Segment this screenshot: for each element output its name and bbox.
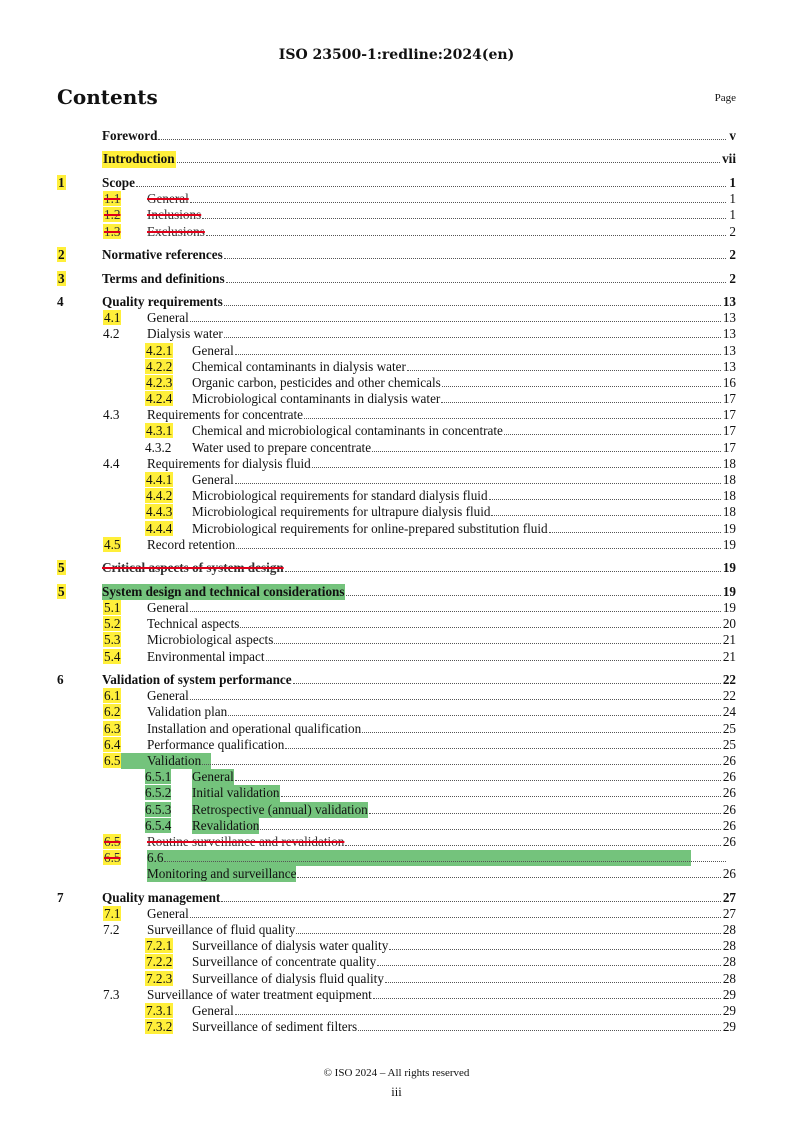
toc-entry-number: 4 — [57, 293, 64, 309]
toc-entry-number: 5 — [58, 583, 65, 599]
toc-entry-title: Installation and operational qualification — [147, 720, 362, 736]
dot-leader — [372, 440, 721, 452]
toc-entry-page: 29 — [722, 986, 736, 1002]
dot-leader — [235, 472, 721, 484]
toc-entry-page: vii — [722, 151, 736, 167]
dot-leader — [362, 721, 721, 733]
toc-entry-page: 21 — [722, 632, 736, 648]
toc-entry-title: Validation plan — [147, 704, 228, 720]
dot-leader — [164, 850, 726, 862]
toc-entry-title: Surveillance of water treatment equipment — [147, 986, 372, 1002]
dot-leader — [190, 310, 721, 322]
dot-leader — [281, 785, 721, 797]
toc-entry-title: General — [147, 688, 189, 704]
toc-entry-page: 27 — [722, 905, 736, 921]
toc-entry-number: 6.5.4 — [145, 817, 172, 833]
dot-leader — [293, 672, 721, 684]
toc-entry[interactable] — [57, 391, 736, 407]
dot-leader — [489, 488, 721, 500]
toc-entry-title: Quality requirements — [102, 293, 223, 309]
toc-entry-number: 7.2.3 — [146, 970, 173, 986]
toc-entry[interactable] — [57, 688, 736, 704]
toc-entry-title: Surveillance of dialysis water quality — [192, 938, 389, 954]
toc-entry-number: 3 — [58, 270, 65, 286]
toc-entry[interactable] — [57, 818, 736, 834]
toc-entry-number: 7.2.2 — [146, 954, 173, 970]
toc-entry[interactable] — [57, 271, 736, 287]
toc-entry[interactable] — [57, 294, 736, 310]
toc-entry[interactable] — [57, 866, 736, 882]
toc-entry-title: General — [192, 342, 234, 358]
dot-leader — [442, 375, 721, 387]
dot-leader — [224, 247, 726, 259]
toc-entry-page: 1 — [729, 174, 736, 190]
toc-entry-number: 6.5 — [104, 752, 121, 768]
toc-entry[interactable] — [57, 440, 736, 456]
copyright-notice: © ISO 2024 – All rights reserved — [323, 1067, 470, 1079]
toc-entry-page: 19 — [722, 560, 736, 576]
toc-entry[interactable] — [57, 971, 736, 987]
dot-leader — [297, 866, 720, 878]
toc-entry-number: 6.4 — [104, 736, 121, 752]
toc-entry[interactable] — [57, 922, 736, 938]
toc-entry-title: General — [147, 191, 189, 207]
dot-leader — [304, 407, 721, 419]
toc-entry-title: General — [147, 599, 189, 615]
dot-leader — [491, 504, 720, 516]
toc-entry[interactable] — [57, 672, 736, 688]
toc-entry-title: Revalidation — [192, 817, 260, 833]
toc-entry-page: 2 — [729, 270, 736, 286]
toc-entry[interactable] — [57, 938, 736, 954]
toc-entry-number: 4.5 — [104, 536, 121, 552]
dot-leader — [549, 521, 721, 533]
dot-leader — [373, 987, 721, 999]
toc-entry[interactable] — [57, 802, 736, 818]
toc-entry-title: Quality management — [102, 889, 221, 905]
toc-entry-title: Critical aspects of system design — [102, 560, 284, 576]
toc-entry-number: 5.4 — [104, 648, 121, 664]
toc-entry-title: Introduction — [103, 151, 175, 167]
toc-entry-number: 4.2.4 — [146, 391, 173, 407]
toc-entry[interactable] — [57, 175, 736, 191]
dot-leader — [296, 922, 720, 934]
toc-entry[interactable] — [57, 207, 736, 223]
toc-entry-title: General — [147, 905, 189, 921]
toc-entry-title: Surveillance of dialysis fluid quality — [192, 970, 384, 986]
toc-entry[interactable] — [57, 632, 736, 648]
toc-entry-page: 20 — [722, 616, 736, 632]
toc-entry-title: Normative references — [102, 247, 223, 263]
dot-leader — [228, 704, 721, 716]
toc-entry-page: 17 — [722, 407, 736, 423]
dot-leader — [206, 224, 726, 236]
toc-entry-page: 29 — [722, 1003, 736, 1019]
toc-entry-number: 4.2 — [103, 326, 120, 342]
page-column-label: Page — [714, 92, 736, 104]
toc-entry[interactable] — [57, 616, 736, 632]
toc-entry[interactable] — [57, 407, 736, 423]
toc-entry-page: 19 — [722, 599, 736, 615]
toc-entry-page: 22 — [722, 688, 736, 704]
document-id: ISO 23500-1:redline:2024(en) — [278, 47, 515, 63]
toc-entry[interactable] — [57, 359, 736, 375]
toc-entry[interactable] — [57, 504, 736, 520]
dot-leader — [190, 600, 721, 612]
toc-entry[interactable] — [57, 737, 736, 753]
toc-entry-title: Validation — [147, 752, 202, 768]
toc-entry-title: Water used to prepare concentrate — [192, 439, 372, 455]
dot-leader — [369, 802, 721, 814]
toc-entry-number: 4.4.4 — [146, 520, 173, 536]
toc-entry-number: 1.1 — [104, 191, 121, 207]
toc-entry-page: 26 — [722, 801, 736, 817]
toc-entry-page: 26 — [722, 817, 736, 833]
toc-entry[interactable] — [57, 472, 736, 488]
toc-entry-page: 28 — [722, 938, 736, 954]
toc-entry[interactable] — [57, 310, 736, 326]
toc-entry-title: General — [192, 1003, 234, 1019]
toc-entry-page: 27 — [722, 889, 736, 905]
page-number: iii — [391, 1085, 402, 1099]
toc-entry-number: 5.2 — [104, 616, 121, 632]
toc-entry[interactable] — [57, 834, 736, 850]
toc-entry-title: Requirements for concentrate — [147, 407, 303, 423]
toc-entry-page: 19 — [722, 536, 736, 552]
toc-entry-number: 4.2.1 — [146, 342, 173, 358]
toc-entry-page: 28 — [722, 922, 736, 938]
toc-entry-page: 18 — [722, 472, 736, 488]
dot-leader — [260, 818, 720, 830]
dot-leader — [221, 890, 720, 902]
toc-entry-number: 4.2.3 — [146, 374, 173, 390]
toc-entry-page: 26 — [722, 769, 736, 785]
dot-leader — [136, 175, 726, 187]
toc-entry-title: System design and technical considerations — [102, 583, 345, 599]
toc-entry-title: Record retention — [147, 536, 236, 552]
toc-entry-page: 29 — [722, 1019, 736, 1035]
toc-entry-title: General — [192, 769, 234, 785]
toc-entry-number: 4.2.2 — [146, 358, 173, 374]
dot-leader — [235, 1003, 721, 1015]
toc-entry-title: Microbiological requirements for standard dialysis fluid — [192, 488, 488, 504]
toc-entry-page: 2 — [729, 247, 736, 263]
toc-entry-number: 1.3 — [104, 223, 121, 239]
toc-entry-number: 6.5.3 — [145, 801, 172, 817]
toc-entry-title: Surveillance of fluid quality — [147, 922, 296, 938]
toc-entry-number: 4.4 — [103, 455, 120, 471]
dot-leader — [236, 537, 721, 549]
toc-entry-title: Chemical contaminants in dialysis water — [192, 358, 406, 374]
dot-leader — [407, 359, 721, 371]
toc-entry-page: 28 — [722, 970, 736, 986]
toc-entry-title: Routine surveillance and revalidation — [147, 833, 345, 849]
toc-entry[interactable] — [57, 343, 736, 359]
dot-leader — [385, 971, 721, 983]
dot-leader — [312, 456, 721, 468]
toc-entry-title: Surveillance of sediment filters — [192, 1019, 358, 1035]
toc-entry-title: Scope — [102, 174, 135, 190]
toc-entry-page: 26 — [722, 752, 736, 768]
dot-leader — [389, 938, 721, 950]
toc-entry[interactable] — [57, 521, 736, 537]
dot-leader — [346, 584, 721, 596]
toc-entry-page: 19 — [722, 520, 736, 536]
dot-leader — [235, 769, 721, 781]
toc-entry[interactable] — [57, 769, 736, 785]
toc-entry-number: 7.2 — [103, 922, 120, 938]
toc-entry[interactable] — [57, 954, 736, 970]
toc-entry-number: 7.3.2 — [146, 1019, 173, 1035]
toc-entry[interactable] — [57, 890, 736, 906]
toc-entry-page: 25 — [722, 736, 736, 752]
dot-leader — [345, 834, 720, 846]
toc-entry-page: 25 — [722, 720, 736, 736]
toc-entry-page: 13 — [722, 358, 736, 374]
toc-entry-title: Environmental impact — [147, 648, 265, 664]
toc-entry-title: Inclusions — [147, 207, 202, 223]
toc-entry-number: 6.5.1 — [145, 769, 172, 785]
toc-entry-page: 26 — [722, 866, 736, 882]
toc-entry-page: 18 — [722, 504, 736, 520]
toc-entry-number: 7 — [57, 889, 64, 905]
table-of-contents — [57, 128, 736, 1035]
toc-entry-title: General — [147, 310, 189, 326]
toc-entry-number: 7.1 — [104, 905, 121, 921]
dot-leader — [274, 632, 720, 644]
toc-entry-page: 21 — [722, 648, 736, 664]
page-title: Contents — [57, 85, 158, 109]
toc-entry-number: 6.3 — [104, 720, 121, 736]
toc-entry-number: 6.2 — [104, 704, 121, 720]
toc-entry-page: 24 — [722, 704, 736, 720]
toc-entry-page: 1 — [729, 191, 736, 207]
toc-entry-title: Performance qualification — [147, 736, 285, 752]
toc-entry-number: 7.3 — [103, 986, 120, 1002]
toc-entry[interactable] — [57, 584, 736, 600]
toc-entry-title: Microbiological requirements for ultrapure dialysis fluid — [192, 504, 491, 520]
toc-entry-title: 6.6 — [147, 850, 164, 866]
toc-entry-page: v — [729, 128, 736, 143]
toc-entry-page: 2 — [729, 223, 736, 239]
toc-entry[interactable] — [57, 1003, 736, 1019]
toc-entry-number: 6 — [57, 672, 64, 687]
dot-leader — [285, 737, 721, 749]
toc-entry[interactable] — [57, 560, 736, 576]
toc-entry-number: 1 — [58, 174, 65, 190]
toc-entry-title: Microbiological contaminants in dialysis water — [192, 391, 441, 407]
toc-entry-title: Monitoring and surveillance — [147, 866, 297, 882]
toc-entry-number: 6.1 — [104, 688, 121, 704]
toc-entry[interactable] — [57, 488, 736, 504]
toc-entry[interactable] — [57, 224, 736, 240]
dot-leader — [235, 343, 721, 355]
toc-entry-title: Surveillance of concentrate quality — [192, 954, 377, 970]
toc-entry-title: General — [192, 472, 234, 488]
toc-entry-page: 22 — [722, 672, 736, 687]
toc-entry-page: 13 — [722, 342, 736, 358]
toc-entry-page: 18 — [722, 488, 736, 504]
toc-entry-number: 7.3.1 — [146, 1003, 173, 1019]
toc-entry-title: Retrospective (annual) validation — [192, 801, 368, 817]
dot-leader — [377, 954, 721, 966]
dot-leader — [504, 423, 721, 435]
toc-entry-title: Validation of system performance — [102, 672, 292, 687]
toc-entry-title: Dialysis water — [147, 326, 223, 342]
toc-entry[interactable] — [57, 906, 736, 922]
toc-entry-number: 4.4.3 — [146, 504, 173, 520]
toc-entry-title: Microbiological requirements for online-prepared substitution fluid — [192, 520, 548, 536]
toc-entry-title: Requirements for dialysis fluid — [147, 455, 311, 471]
toc-entry[interactable] — [57, 326, 736, 342]
toc-entry-title: Technical aspects — [147, 616, 240, 632]
toc-entry-page: 18 — [722, 455, 736, 471]
toc-entry[interactable] — [57, 375, 736, 391]
toc-entry-page: 17 — [722, 423, 736, 439]
toc-entry[interactable] — [57, 151, 736, 167]
toc-entry-page: 28 — [722, 954, 736, 970]
toc-entry-number: 4.4.1 — [146, 472, 173, 488]
toc-entry[interactable] — [57, 753, 736, 769]
toc-entry[interactable] — [57, 785, 736, 801]
dot-leader — [190, 191, 726, 203]
dot-leader — [285, 560, 721, 572]
toc-entry-page: 13 — [722, 326, 736, 342]
toc-entry-title: Terms and definitions — [102, 270, 225, 286]
dot-leader — [358, 1019, 721, 1031]
toc-entry-page: 16 — [722, 374, 736, 390]
dot-leader — [266, 649, 721, 661]
dot-leader — [441, 391, 721, 403]
dot-leader — [190, 906, 721, 918]
toc-entry-page: 26 — [722, 785, 736, 801]
toc-entry-title: Microbiological aspects — [147, 632, 274, 648]
toc-entry-title: Foreword — [102, 128, 158, 143]
toc-entry-number: 6.5.2 — [145, 785, 172, 801]
toc-entry[interactable] — [57, 247, 736, 263]
toc-entry[interactable] — [57, 600, 736, 616]
toc-entry-page: 17 — [722, 391, 736, 407]
toc-entry-number: 4.1 — [104, 310, 121, 326]
toc-entry-number: 5 — [58, 560, 65, 576]
toc-entry-title: Chemical and microbiological contaminants in concentrate — [192, 423, 503, 439]
toc-entry-page: 13 — [722, 293, 736, 309]
toc-entry-title: Initial validation — [192, 785, 280, 801]
toc-entry-number: 4.3.2 — [145, 439, 172, 455]
toc-entry-title: Exclusions — [147, 223, 205, 239]
toc-entry[interactable] — [57, 128, 736, 144]
toc-entry-page: 19 — [722, 583, 736, 599]
toc-entry[interactable] — [57, 537, 736, 553]
dot-leader — [190, 688, 721, 700]
toc-entry-number: 6.5 — [104, 850, 121, 866]
toc-entry-title: Organic carbon, pesticides and other chemicals — [192, 374, 441, 390]
toc-entry-number: 4.3 — [103, 407, 120, 423]
dot-leader — [202, 207, 726, 219]
toc-entry[interactable] — [57, 1019, 736, 1035]
toc-entry-number: 2 — [58, 247, 65, 263]
toc-entry-number: 7.2.1 — [146, 938, 173, 954]
dot-leader — [224, 326, 721, 338]
dot-leader — [158, 128, 726, 140]
dot-leader — [226, 271, 726, 283]
dot-leader — [224, 294, 721, 306]
toc-entry-number: 4.4.2 — [146, 488, 173, 504]
dot-leader — [240, 616, 720, 628]
toc-entry[interactable] — [57, 721, 736, 737]
toc-entry[interactable] — [57, 987, 736, 1003]
toc-entry[interactable] — [57, 649, 736, 665]
toc-entry-page: 13 — [722, 310, 736, 326]
toc-entry[interactable] — [57, 423, 736, 439]
toc-entry-page: 17 — [722, 439, 736, 455]
toc-entry-number: 5.1 — [104, 599, 121, 615]
toc-entry[interactable] — [57, 850, 736, 866]
dot-leader — [177, 151, 721, 163]
toc-entry-number: 5.3 — [104, 632, 121, 648]
toc-entry-page: 1 — [729, 207, 736, 223]
toc-entry-number: 4.3.1 — [146, 423, 173, 439]
toc-entry[interactable] — [57, 191, 736, 207]
toc-entry-page: 26 — [722, 833, 736, 849]
toc-entry-number: 6.5 — [104, 833, 121, 849]
toc-entry-number: 1.2 — [104, 207, 121, 223]
dot-leader — [202, 753, 721, 765]
toc-entry[interactable] — [57, 704, 736, 720]
toc-entry[interactable] — [57, 456, 736, 472]
